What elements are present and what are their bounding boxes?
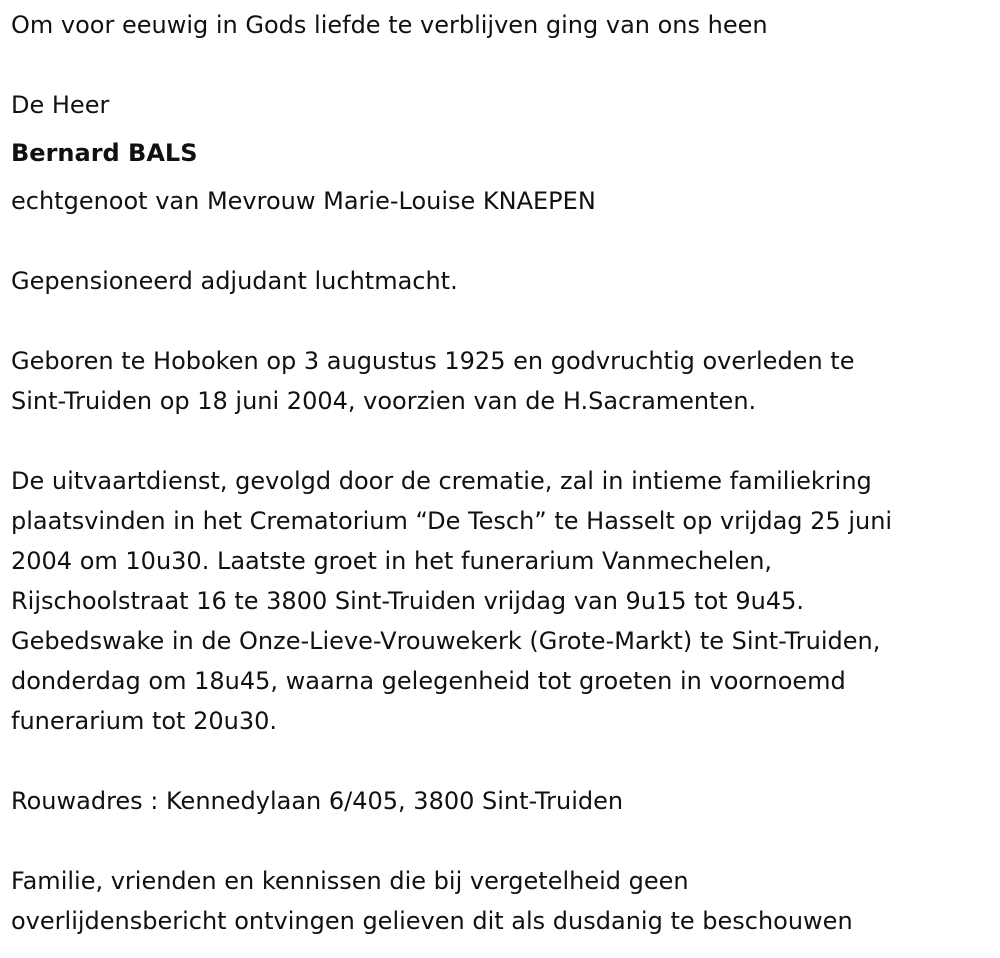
paragraph-line: 2004 om 10u30. Laatste groet in het funerarium Vanmechelen, [11, 547, 773, 575]
paragraph-line: plaatsvinden in het Crematorium “De Tesch” te Hasselt op vrijdag 25 juni [11, 507, 893, 535]
occupation-line: Gepensioneerd adjudant luchtmacht. [11, 267, 458, 295]
closing-paragraph [11, 861, 991, 941]
intro-line: Om voor eeuwig in Gods liefde te verblijven ging van ons heen [11, 11, 768, 39]
paragraph-line: Familie, vrienden en kennissen die bij vergetelheid geen [11, 867, 689, 895]
paragraph-line: Gebedswake in de Onze-Lieve-Vrouwekerk (Grote-Markt) te Sint-Truiden, [11, 627, 881, 655]
spacer [11, 421, 991, 461]
spacer [11, 301, 991, 341]
death-notice [11, 5, 991, 941]
paragraph-line: donderdag om 18u45, waarna gelegenheid tot groeten in voornoemd [11, 667, 846, 695]
spacer [11, 741, 991, 781]
deceased-name: Bernard BALS [11, 139, 198, 167]
honorific: De Heer [11, 91, 110, 119]
mourning-address: Rouwadres : Kennedylaan 6/405, 3800 Sint-Truiden [11, 787, 624, 815]
paragraph-line: Geboren te Hoboken op 3 augustus 1925 en godvruchtig overleden te [11, 347, 855, 375]
paragraph-line: overlijdensbericht ontvingen gelieven dit als dusdanig te beschouwen [11, 907, 853, 935]
birth-death-paragraph [11, 341, 991, 421]
paragraph-line: Sint-Truiden op 18 juni 2004, voorzien van de H.Sacramenten. [11, 387, 757, 415]
spacer [11, 821, 991, 861]
funeral-paragraph [11, 461, 991, 741]
paragraph-line: Rijschoolstraat 16 te 3800 Sint-Truiden vrijdag van 9u15 tot 9u45. [11, 587, 804, 615]
paragraph-line: funerarium tot 20u30. [11, 707, 278, 735]
spouse-line: echtgenoot van Mevrouw Marie-Louise KNAEPEN [11, 187, 596, 215]
spacer [11, 221, 991, 261]
paragraph-line: De uitvaartdienst, gevolgd door de crematie, zal in intieme familiekring [11, 467, 872, 495]
